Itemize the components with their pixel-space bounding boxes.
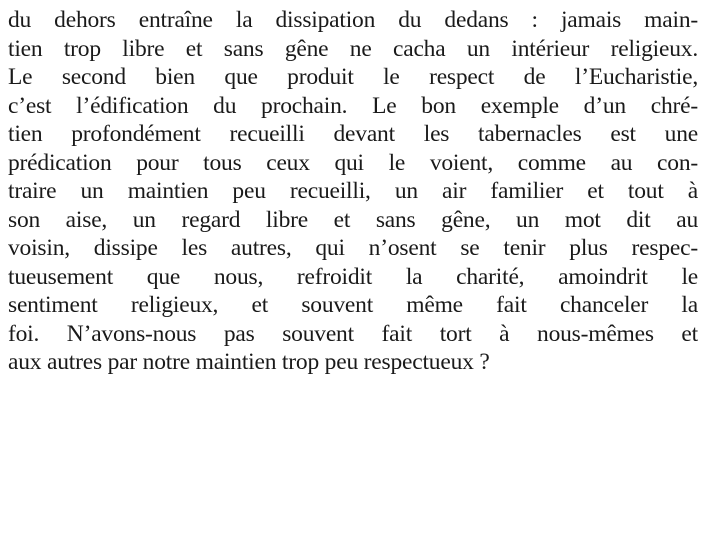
text-line: sentiment religieux, et souvent même fait chanceler la [8,292,698,318]
text-line: tien profondément recueilli devant les tabernacles est une [8,121,698,147]
text-line: tien trop libre et sans gêne ne cacha un intérieur religieux. [8,35,698,62]
text-line: prédication pour tous ceux qui le voient, comme au con- [8,149,698,176]
text-line: du dehors entraîne la dissipation du dedans : jamais main- [8,7,698,33]
text-line: c’est l’édification du prochain. Le bon exemple d’un chré- [8,92,698,119]
body-text [8,6,708,377]
text-line: Le second bien que produit le respect de l’Eucharistie, [8,64,698,90]
text-line: traire un maintien peu recueilli, un air familier et tout à [8,178,698,204]
text-line: voisin, dissipe les autres, qui n’osent se tenir plus respec- [8,235,698,261]
text-line: foi. N’avons-nous pas souvent fait tort à nous-mêmes et [8,320,698,347]
text-line: son aise, un regard libre et sans gêne, un mot dit au [8,206,698,233]
text-line: aux autres par notre maintien trop peu respectueux ? [8,349,490,375]
text-line: tueusement que nous, refroidit la charité, amoindrit le [8,263,698,290]
